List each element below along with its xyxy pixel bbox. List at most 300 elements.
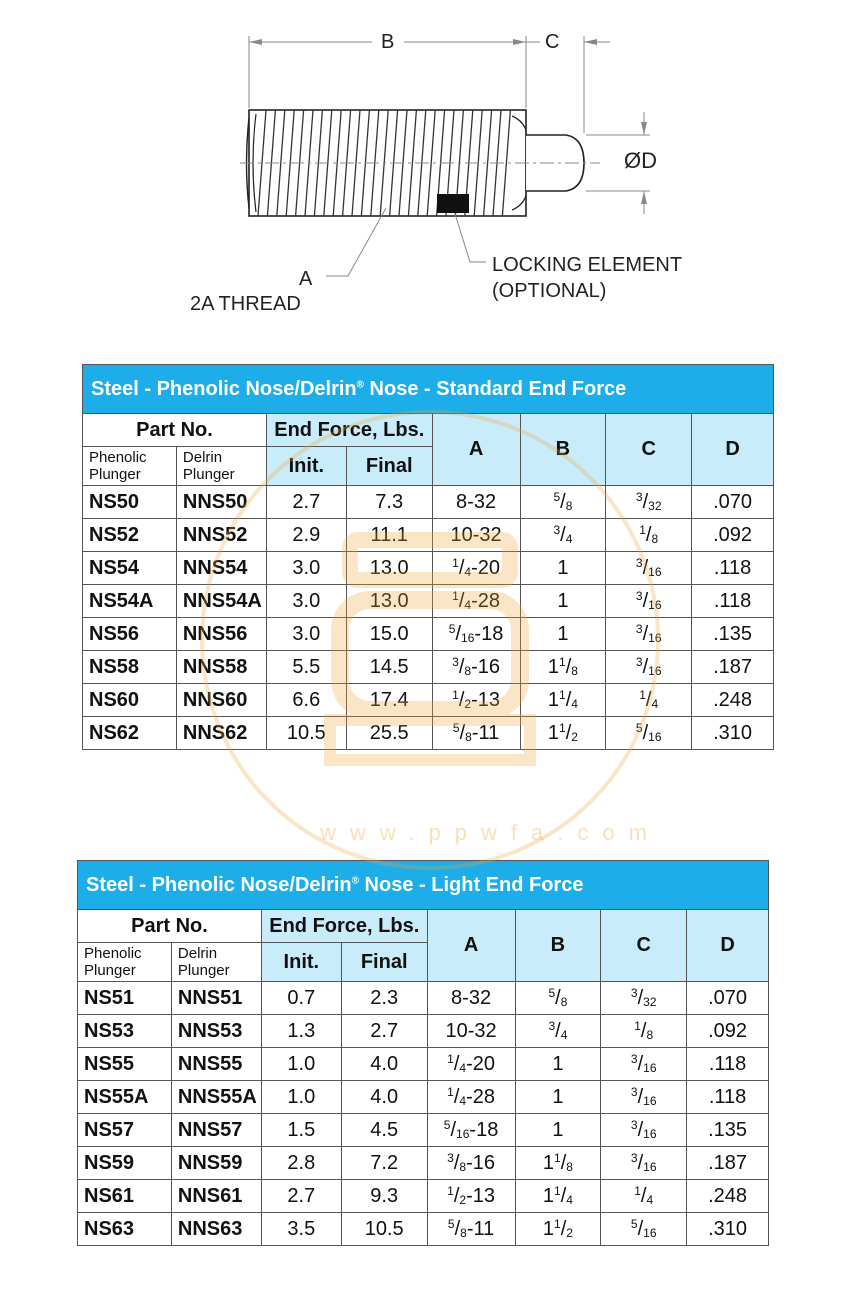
length-b-cell <box>515 1147 601 1180</box>
table-row <box>83 618 774 651</box>
fraction-denominator: 4 <box>459 1094 467 1108</box>
fraction-slash: / <box>565 656 572 678</box>
final-force-cell: 25.5 <box>346 717 432 750</box>
final-force-cell: 17.4 <box>346 684 432 717</box>
fraction-whole: 1 <box>542 1218 554 1240</box>
diameter-d-cell: .118 <box>687 1081 769 1114</box>
fraction-numerator: 3 <box>553 523 561 537</box>
fraction-numerator: 3 <box>447 1151 454 1165</box>
table-title <box>83 365 774 414</box>
length-b-cell <box>515 1180 601 1213</box>
thread-a-cell <box>427 1213 515 1246</box>
length-b-cell <box>520 486 606 519</box>
table-title-row <box>78 861 769 910</box>
fraction-slash: / <box>459 722 466 744</box>
fraction-numerator: 1 <box>559 721 566 735</box>
fraction-denominator: 16 <box>456 1127 470 1141</box>
fraction-whole: 1 <box>547 722 559 744</box>
fraction-whole: 1 <box>547 656 559 678</box>
phenolic-part-number: NS62 <box>83 717 177 750</box>
fraction-numerator: 1 <box>447 1052 454 1066</box>
fraction-denominator: 8 <box>651 532 659 546</box>
dimension-b-label: B <box>381 31 395 53</box>
fraction-slash: / <box>640 1020 647 1042</box>
fraction-numerator: 3 <box>635 556 643 570</box>
fraction-slash: / <box>453 1086 460 1108</box>
length-b-cell <box>515 1114 601 1147</box>
fraction-denominator: 4 <box>565 532 573 546</box>
length-c-cell <box>606 651 692 684</box>
diameter-d-cell: .135 <box>692 618 774 651</box>
fraction <box>631 987 657 1009</box>
column-a-header: A <box>427 910 515 982</box>
thread-pitch: -18 <box>474 623 504 645</box>
fraction-denominator: 4 <box>560 1028 568 1042</box>
fraction-denominator: 16 <box>648 565 662 579</box>
fraction <box>631 1119 657 1141</box>
fraction <box>636 557 662 579</box>
diameter-d-cell: .187 <box>692 651 774 684</box>
fraction-numerator: 5 <box>447 1217 455 1231</box>
fraction-denominator: 8 <box>460 1226 467 1240</box>
thread-a-cell <box>427 1048 515 1081</box>
init-force-cell: 1.5 <box>261 1114 341 1147</box>
fraction <box>543 1185 573 1207</box>
thread-pitch: 8-32 <box>456 490 497 513</box>
fraction-whole: 1 <box>552 1052 564 1075</box>
thread-pitch: -18 <box>469 1119 499 1141</box>
init-force-cell: 1.3 <box>261 1015 341 1048</box>
fraction-numerator: 3 <box>630 1151 638 1165</box>
fraction-numerator: 5 <box>448 622 456 636</box>
fraction-slash: / <box>458 557 465 579</box>
column-a-header: A <box>432 414 520 486</box>
thread-a-cell <box>432 519 520 552</box>
fraction <box>548 656 578 678</box>
table-row <box>78 1015 769 1048</box>
delrin-part-number: NNS58 <box>176 651 266 684</box>
phenolic-part-number: NS60 <box>83 684 177 717</box>
fraction-slash: / <box>560 1185 567 1207</box>
end-force-header: End Force, Lbs. <box>261 910 427 943</box>
fraction-denominator: 2 <box>571 730 578 744</box>
table-row <box>83 651 774 684</box>
fraction-slash: / <box>565 722 572 744</box>
fraction-denominator: 16 <box>648 730 662 744</box>
fraction <box>634 1020 653 1042</box>
init-force-cell: 3.0 <box>266 585 346 618</box>
part-no-header: Part No. <box>78 910 262 943</box>
fraction-denominator: 16 <box>648 598 662 612</box>
fraction-slash: / <box>640 1185 647 1207</box>
final-force-cell: 10.5 <box>341 1213 427 1246</box>
fraction <box>553 524 572 546</box>
fraction <box>444 1119 499 1141</box>
fraction-numerator: 3 <box>635 490 643 504</box>
init-force-cell: 1.0 <box>261 1048 341 1081</box>
init-force-cell: 2.7 <box>266 486 346 519</box>
table-row <box>78 1081 769 1114</box>
fraction-slash: / <box>560 1152 567 1174</box>
fraction-denominator: 8 <box>571 664 578 678</box>
table-row <box>83 519 774 552</box>
fraction-slash: / <box>458 590 465 612</box>
fraction <box>543 1152 573 1174</box>
fraction <box>552 1119 563 1141</box>
fraction <box>447 1185 495 1207</box>
header-line: Phenolic <box>84 945 142 962</box>
final-force-cell: 13.0 <box>346 585 432 618</box>
final-force-cell: 7.3 <box>346 486 432 519</box>
fraction-slash: / <box>560 524 566 546</box>
fraction-numerator: 3 <box>548 1019 556 1033</box>
thread-a-cell <box>432 618 520 651</box>
length-c-cell <box>601 1147 687 1180</box>
fraction-denominator: 4 <box>464 598 472 612</box>
table-row <box>78 1147 769 1180</box>
column-c-header: C <box>601 910 687 982</box>
table-title-text: Steel - Phenolic Nose/Delrin <box>86 873 352 896</box>
length-c-cell <box>606 684 692 717</box>
fraction-whole: 1 <box>552 1085 564 1108</box>
delrin-part-number: NNS51 <box>171 982 261 1015</box>
fraction-numerator: 5 <box>443 1118 451 1132</box>
fraction-numerator: 3 <box>630 986 638 1000</box>
diameter-d-cell: .118 <box>692 552 774 585</box>
init-header: Init. <box>266 447 346 486</box>
thread-pitch: 10-32 <box>450 523 502 546</box>
fraction-denominator: 16 <box>643 1127 657 1141</box>
init-force-cell: 3.5 <box>261 1213 341 1246</box>
init-force-cell: 6.6 <box>266 684 346 717</box>
fraction-denominator: 8 <box>459 1160 467 1174</box>
length-b-cell <box>520 651 606 684</box>
phenolic-part-number: NS54 <box>83 552 177 585</box>
final-force-cell: 4.0 <box>341 1081 427 1114</box>
fraction-denominator: 16 <box>461 631 475 645</box>
delrin-part-number: NNS56 <box>176 618 266 651</box>
final-force-cell: 4.0 <box>341 1048 427 1081</box>
phenolic-part-number: NS63 <box>78 1213 172 1246</box>
fraction-numerator: 1 <box>634 1184 641 1198</box>
phenolic-part-number: NS51 <box>78 982 172 1015</box>
spring-plunger-diagram <box>0 0 868 330</box>
fraction-denominator: 4 <box>459 1061 467 1075</box>
length-c-cell <box>601 1213 687 1246</box>
fraction-numerator: 5 <box>630 1217 638 1231</box>
phenolic-part-number: NS55 <box>78 1048 172 1081</box>
column-d-header: D <box>692 414 774 486</box>
thread-a-cell <box>427 1081 515 1114</box>
thread-a-cell <box>427 1147 515 1180</box>
fraction-denominator: 16 <box>643 1094 657 1108</box>
fraction <box>639 524 658 546</box>
fraction-slash: / <box>555 987 561 1009</box>
table-row <box>78 1048 769 1081</box>
fraction-denominator: 8 <box>566 1160 573 1174</box>
fraction-denominator: 2 <box>566 1226 573 1240</box>
fraction-denominator: 2 <box>464 697 472 711</box>
length-b-cell <box>520 684 606 717</box>
fraction-denominator: 4 <box>464 565 472 579</box>
thread-a-cell <box>427 1114 515 1147</box>
final-force-cell: 2.3 <box>341 982 427 1015</box>
fraction-denominator: 32 <box>648 499 662 513</box>
fraction <box>447 1152 495 1174</box>
init-header: Init. <box>261 943 341 982</box>
fraction-whole: 1 <box>557 622 569 645</box>
fraction <box>447 1053 495 1075</box>
light-force-table <box>77 860 769 1246</box>
table-title-text-rest: Nose - Light End Force <box>359 873 584 896</box>
fraction <box>636 722 662 744</box>
length-b-cell <box>515 1015 601 1048</box>
standard-force-table <box>82 364 774 750</box>
phenolic-part-number: NS50 <box>83 486 177 519</box>
fraction <box>636 656 662 678</box>
fraction-numerator: 3 <box>630 1085 638 1099</box>
final-force-cell: 11.1 <box>346 519 432 552</box>
diameter-d-cell: .118 <box>687 1048 769 1081</box>
fraction <box>548 689 578 711</box>
fraction-slash: / <box>637 987 644 1009</box>
fraction-slash: / <box>455 623 462 645</box>
thread-a-cell <box>432 651 520 684</box>
fraction <box>552 1086 563 1108</box>
diameter-d-cell: .248 <box>692 684 774 717</box>
init-force-cell: 2.7 <box>261 1180 341 1213</box>
fraction <box>456 491 496 513</box>
diameter-d-cell: .092 <box>687 1015 769 1048</box>
fraction-whole: 1 <box>542 1152 554 1174</box>
registered-mark: ® <box>351 874 359 886</box>
header-line: Delrin <box>177 945 218 962</box>
final-force-cell: 14.5 <box>346 651 432 684</box>
fraction <box>543 1218 573 1240</box>
fraction-numerator: 1 <box>639 688 646 702</box>
delrin-part-number: NNS57 <box>171 1114 261 1147</box>
fraction-whole: 1 <box>557 556 569 579</box>
thread-a-cell <box>432 717 520 750</box>
column-d-header: D <box>687 910 769 982</box>
init-force-cell: 1.0 <box>261 1081 341 1114</box>
diameter-d-cell: .070 <box>692 486 774 519</box>
header-line: Delrin <box>182 449 223 466</box>
length-b-cell <box>520 618 606 651</box>
diameter-d-cell: .248 <box>687 1180 769 1213</box>
fraction-denominator: 8 <box>565 499 573 513</box>
fraction <box>631 1086 657 1108</box>
fraction-slash: / <box>637 1086 644 1108</box>
fraction-numerator: 1 <box>559 655 566 669</box>
final-force-cell: 4.5 <box>341 1114 427 1147</box>
fraction-numerator: 3 <box>452 655 459 669</box>
final-header: Final <box>341 943 427 982</box>
phenolic-part-number: NS56 <box>83 618 177 651</box>
fraction-slash: / <box>560 1218 567 1240</box>
table-row <box>83 684 774 717</box>
fraction-slash: / <box>458 689 465 711</box>
length-c-cell <box>601 1114 687 1147</box>
fraction-numerator: 1 <box>447 1184 454 1198</box>
dimension-c-label: C <box>545 31 560 53</box>
fraction <box>631 1152 657 1174</box>
fraction-denominator: 16 <box>643 1226 657 1240</box>
delrin-part-number: NNS54A <box>176 585 266 618</box>
fraction <box>447 1086 495 1108</box>
fraction-denominator: 4 <box>646 1193 654 1207</box>
fraction-slash: / <box>453 1053 460 1075</box>
header-line: Plunger <box>182 466 235 483</box>
final-header: Final <box>346 447 432 486</box>
fraction <box>452 590 500 612</box>
phenolic-part-number: NS52 <box>83 519 177 552</box>
fraction <box>448 1218 494 1240</box>
plunger-drawing <box>0 0 868 330</box>
fraction-denominator: 16 <box>643 1061 657 1075</box>
fraction-denominator: 4 <box>651 697 659 711</box>
fraction <box>557 623 568 645</box>
header-line: Plunger <box>177 962 230 979</box>
length-c-cell <box>601 1081 687 1114</box>
phenolic-part-number: NS54A <box>83 585 177 618</box>
fraction-slash: / <box>637 1218 644 1240</box>
length-b-cell <box>520 552 606 585</box>
fraction-slash: / <box>560 491 566 513</box>
length-b-cell <box>520 717 606 750</box>
phenolic-part-number: NS61 <box>78 1180 172 1213</box>
thread-a-cell <box>427 1180 515 1213</box>
length-b-cell <box>515 1081 601 1114</box>
fraction-denominator: 32 <box>643 995 657 1009</box>
thread-a-cell <box>427 982 515 1015</box>
fraction-numerator: 1 <box>447 1085 454 1099</box>
fraction-numerator: 5 <box>452 721 460 735</box>
final-force-cell: 7.2 <box>341 1147 427 1180</box>
thread-a-cell <box>432 486 520 519</box>
thread-pitch: -13 <box>471 689 500 711</box>
init-force-cell: 0.7 <box>261 982 341 1015</box>
fraction <box>631 1218 657 1240</box>
fraction-denominator: 4 <box>571 697 578 711</box>
length-b-cell <box>515 1213 601 1246</box>
thread-pitch: -13 <box>466 1185 495 1207</box>
diameter-d-cell: .070 <box>687 982 769 1015</box>
thread-a-cell <box>432 552 520 585</box>
fraction-slash: / <box>453 1185 460 1207</box>
fraction-numerator: 1 <box>554 1184 561 1198</box>
fraction-numerator: 3 <box>635 622 643 636</box>
thread-a-cell <box>432 684 520 717</box>
fraction-numerator: 3 <box>630 1118 638 1132</box>
init-force-cell: 3.0 <box>266 552 346 585</box>
fraction-numerator: 3 <box>635 589 643 603</box>
fraction-slash: / <box>642 590 649 612</box>
fraction-whole: 1 <box>547 689 559 711</box>
length-b-cell <box>515 982 601 1015</box>
table-row <box>78 982 769 1015</box>
fraction-whole: 1 <box>542 1185 554 1207</box>
fraction-numerator: 1 <box>452 688 459 702</box>
length-c-cell <box>606 585 692 618</box>
fraction-slash: / <box>453 1152 460 1174</box>
fraction <box>639 689 658 711</box>
fraction <box>636 590 662 612</box>
delrin-part-number: NNS54 <box>176 552 266 585</box>
fraction <box>548 1020 567 1042</box>
fraction-numerator: 1 <box>452 589 459 603</box>
diameter-d-cell: .187 <box>687 1147 769 1180</box>
diameter-d-cell: .092 <box>692 519 774 552</box>
fraction <box>636 491 662 513</box>
fraction <box>452 689 500 711</box>
fraction <box>552 1053 563 1075</box>
fraction-slash: / <box>642 557 649 579</box>
fraction <box>634 1185 653 1207</box>
fraction <box>557 557 568 579</box>
watermark-text: www.ppwfa.com <box>320 820 661 845</box>
length-c-cell <box>601 1048 687 1081</box>
fraction-whole: 1 <box>552 1118 564 1141</box>
table-row <box>78 1213 769 1246</box>
locking-element-label: LOCKING ELEMENT <box>492 254 683 276</box>
fraction-slash: / <box>450 1119 457 1141</box>
fraction-numerator: 1 <box>634 1019 641 1033</box>
fraction-slash: / <box>645 524 652 546</box>
fraction-slash: / <box>637 1152 644 1174</box>
diameter-d-cell: .310 <box>687 1213 769 1246</box>
dimension-d-label: ØD <box>624 148 657 173</box>
fraction <box>450 524 501 546</box>
fraction-slash: / <box>458 656 465 678</box>
fraction <box>451 987 491 1009</box>
fraction-slash: / <box>642 623 649 645</box>
fraction-numerator: 1 <box>452 556 459 570</box>
thread-pitch: -11 <box>466 1218 495 1240</box>
fraction-slash: / <box>637 1119 644 1141</box>
thread-pitch: -11 <box>471 722 500 744</box>
end-force-header: End Force, Lbs. <box>266 414 432 447</box>
delrin-part-number: NNS59 <box>171 1147 261 1180</box>
length-c-cell <box>606 486 692 519</box>
fraction-slash: / <box>555 1020 561 1042</box>
fraction <box>452 656 500 678</box>
delrin-plunger-header <box>176 447 266 486</box>
fraction-denominator: 8 <box>646 1028 654 1042</box>
fraction-numerator: 5 <box>635 721 643 735</box>
table-title-text: Steel - Phenolic Nose/Delrin <box>91 377 357 400</box>
delrin-part-number: NNS62 <box>176 717 266 750</box>
init-force-cell: 3.0 <box>266 618 346 651</box>
column-b-header: B <box>515 910 601 982</box>
length-b-cell <box>520 519 606 552</box>
thread-a-label: A <box>299 268 313 290</box>
thread-pitch: 8-32 <box>451 986 492 1009</box>
fraction-denominator: 8 <box>464 664 472 678</box>
init-force-cell: 2.9 <box>266 519 346 552</box>
phenolic-part-number: NS53 <box>78 1015 172 1048</box>
fraction <box>636 623 662 645</box>
table-title-row <box>83 365 774 414</box>
fraction <box>445 1020 496 1042</box>
locking-optional-label: (OPTIONAL) <box>492 280 607 302</box>
phenolic-plunger-header <box>78 943 172 982</box>
final-force-cell: 15.0 <box>346 618 432 651</box>
table-row <box>83 552 774 585</box>
fraction-numerator: 1 <box>554 1217 561 1231</box>
thread-pitch: -20 <box>466 1053 495 1075</box>
table-row <box>83 717 774 750</box>
